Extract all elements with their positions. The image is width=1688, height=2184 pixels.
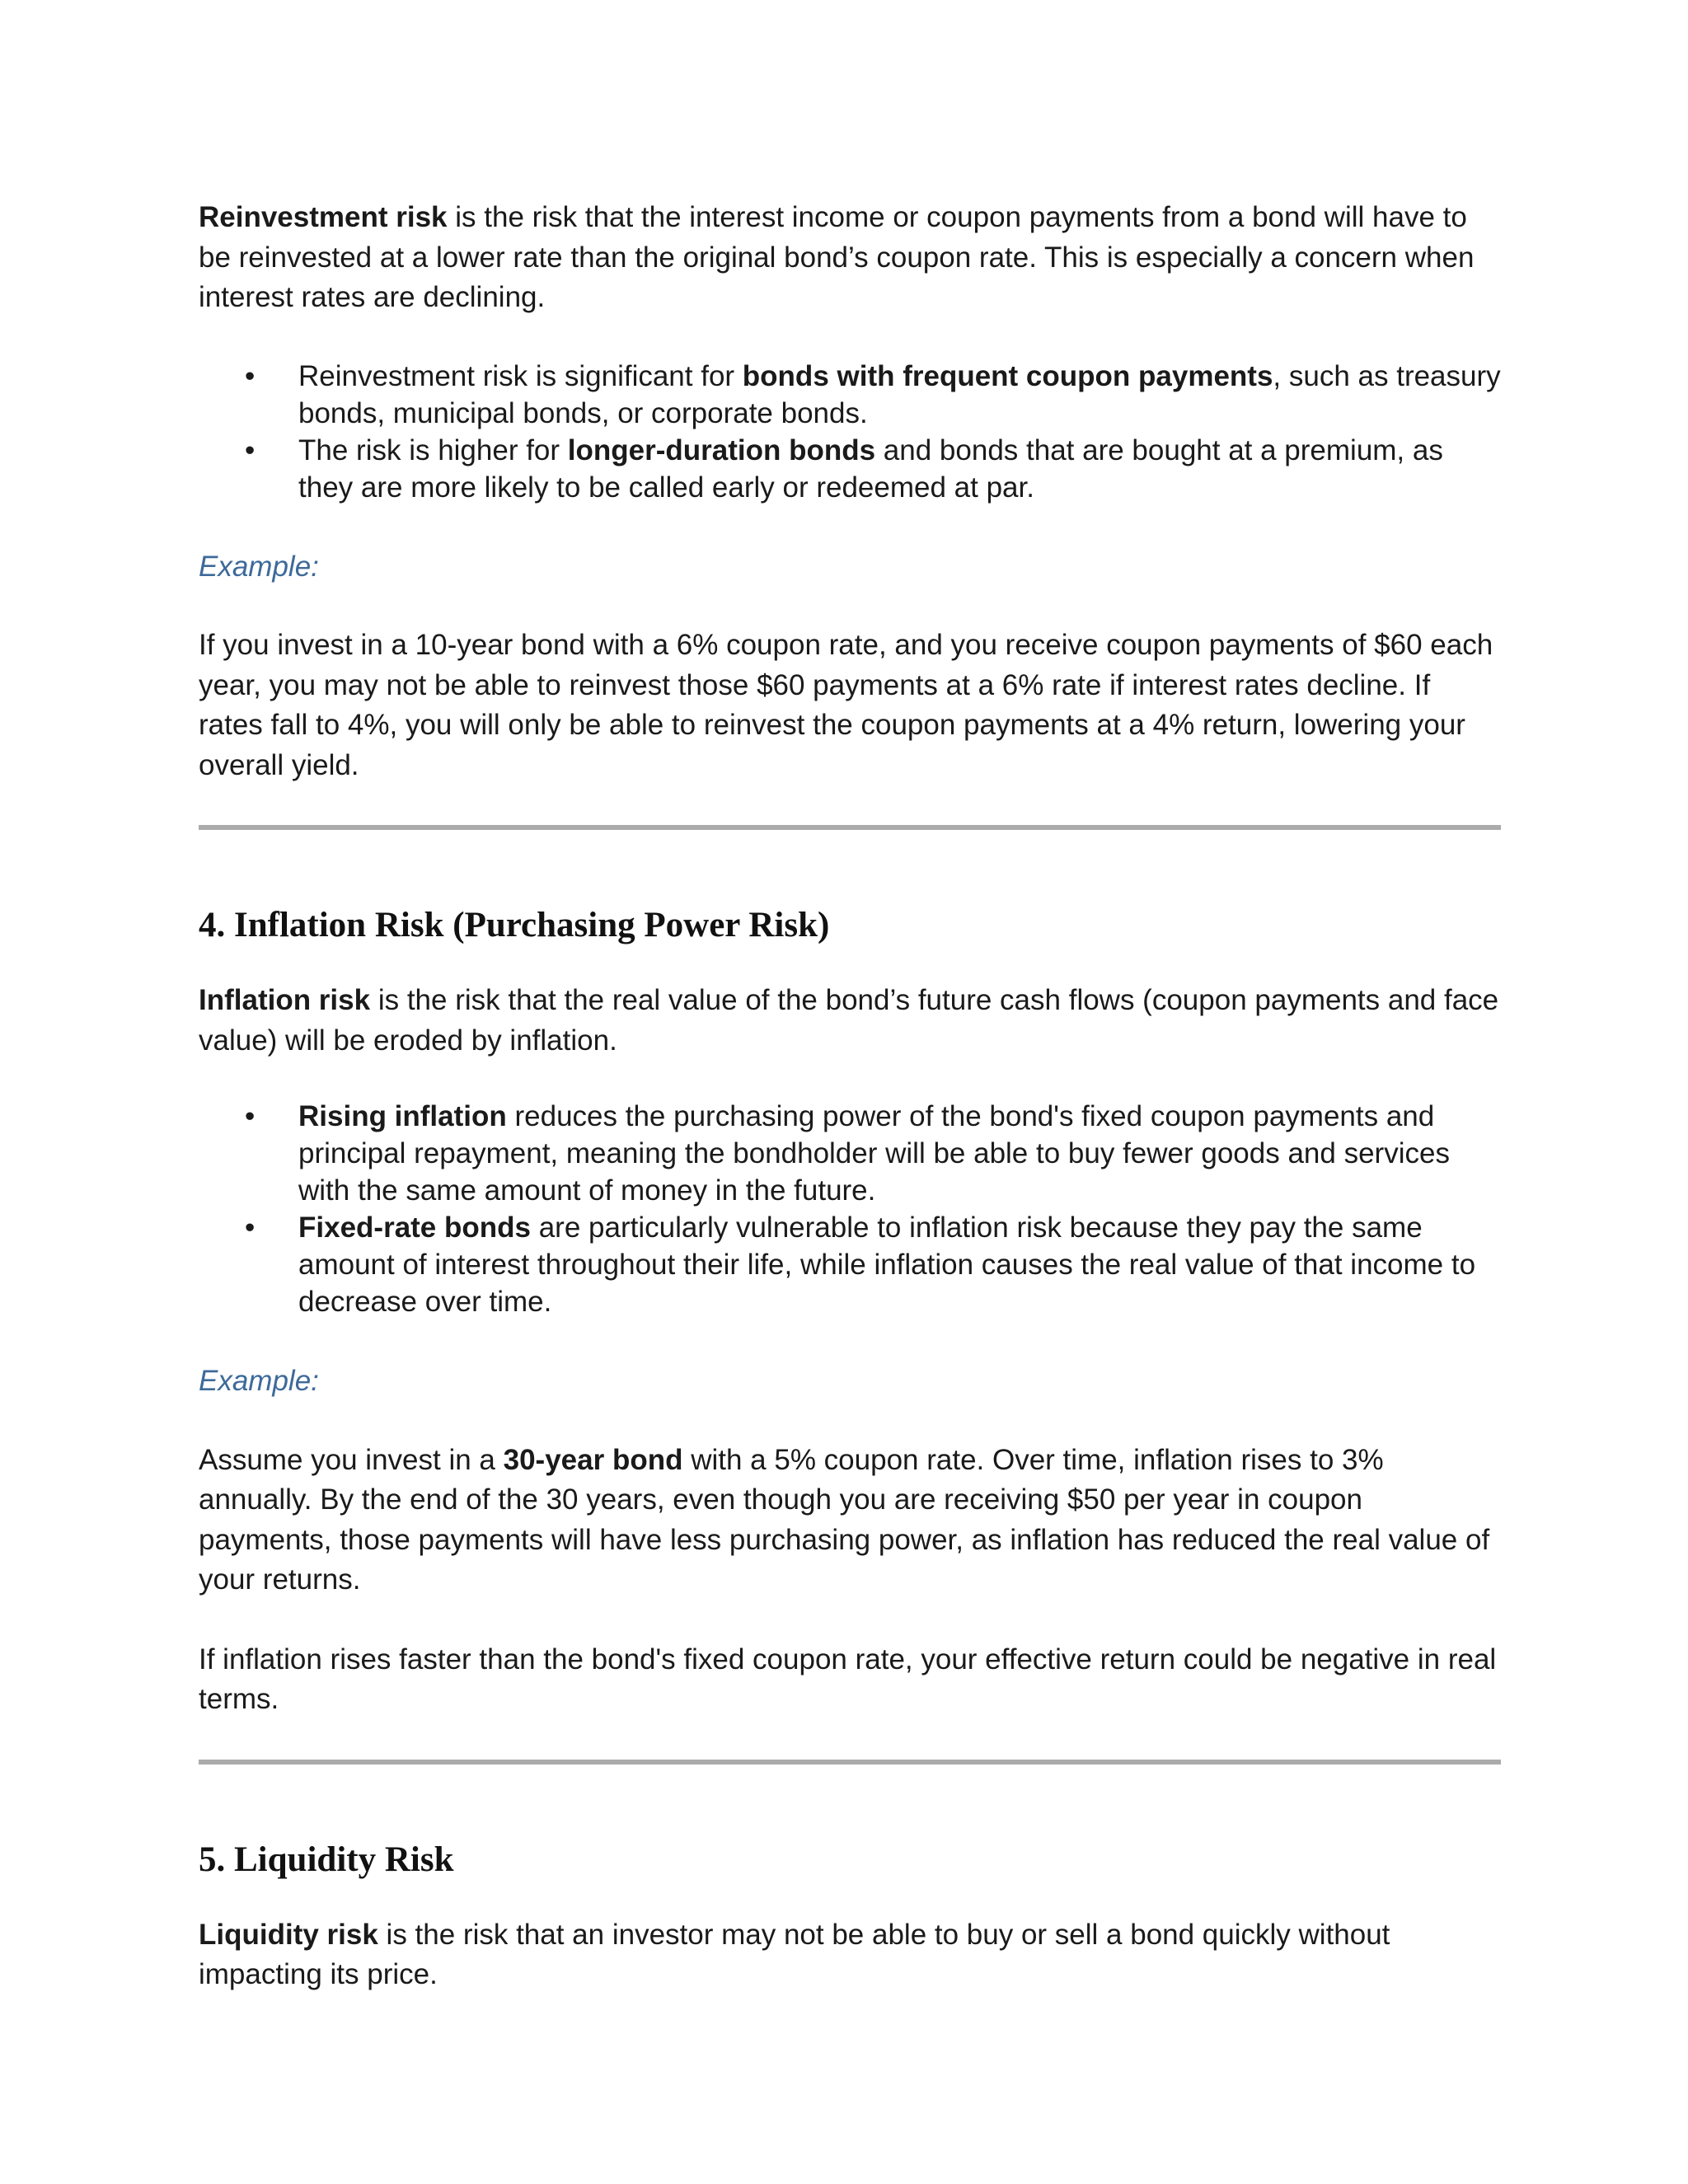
reinvestment-intro: Reinvestment risk is the risk that the interest income or coupon payments from a bond will have to be reinvested at a lower rate than the original bond’s coupon rate. This is especially a concern when interest rates are declining. xyxy=(199,201,1475,313)
bullet-icon: • xyxy=(245,1212,256,1244)
liquidity-term: Liquidity risk xyxy=(199,1918,378,1951)
document-content xyxy=(199,198,1501,1995)
inflation-bullet-list xyxy=(199,1098,1501,1320)
inflation-example-text: Assume you invest in a 30-year bond with a 5% coupon rate. Over time, inflation rises to 3% annually. By the end of the 30 years, even though you are receiving $50 per year in coupon payments, those payments will have less purchasing power, as inflation has reduced the real value of your returns. xyxy=(199,1443,1490,1596)
liquidity-intro: Liquidity risk is the risk that an investor may not be able to buy or sell a bond quickly without impacting its price. xyxy=(199,1918,1390,1990)
section-heading-liquidity: 5. Liquidity Risk xyxy=(199,1840,454,1879)
bullet-icon: • xyxy=(245,1100,256,1132)
section-divider xyxy=(199,1760,1501,1765)
reinvestment-term: Reinvestment risk xyxy=(199,201,448,233)
bullet-icon: • xyxy=(245,359,256,392)
reinvestment-bullet-list xyxy=(199,358,1501,506)
inflation-note: If inflation rises faster than the bond's fixed coupon rate, your effective return could be negative in real terms. xyxy=(199,1643,1497,1715)
inflation-term: Inflation risk xyxy=(199,984,371,1016)
list-item: • The risk is higher for longer-duration bonds and bonds that are bought at a premium, as they are more likely to be called early or redeemed at par. xyxy=(199,432,1501,506)
inflation-intro: Inflation risk is the risk that the real value of the bond’s future cash flows (coupon payments and face value) will be eroded by inflation. xyxy=(199,984,1499,1057)
example-label: Example: xyxy=(199,550,319,583)
list-item: • Fixed-rate bonds are particularly vulnerable to inflation risk because they pay the same amount of interest throughout their life, while inflation causes the real value of that income to decrease over time. xyxy=(199,1209,1501,1320)
list-item: • Rising inflation reduces the purchasing power of the bond's fixed coupon payments and principal repayment, meaning the bondholder will be able to buy fewer goods and services with the same amount of money in the future. xyxy=(199,1098,1501,1209)
reinvestment-example-text: If you invest in a 10-year bond with a 6% coupon rate, and you receive coupon payments of $60 each year, you may not be able to reinvest those $60 payments at a 6% rate if interest rates decline. If rates fall to 4%, you will only be able to reinvest the coupon payments at a 4% return, lowering your overall yield. xyxy=(199,629,1493,781)
section-divider xyxy=(199,825,1501,830)
bullet-icon: • xyxy=(245,434,256,466)
list-item: • Reinvestment risk is significant for bonds with frequent coupon payments, such as treasury bonds, municipal bonds, or corporate bonds. xyxy=(199,358,1501,432)
example-label: Example: xyxy=(199,1365,319,1397)
section-heading-inflation: 4. Inflation Risk (Purchasing Power Risk) xyxy=(199,906,830,944)
